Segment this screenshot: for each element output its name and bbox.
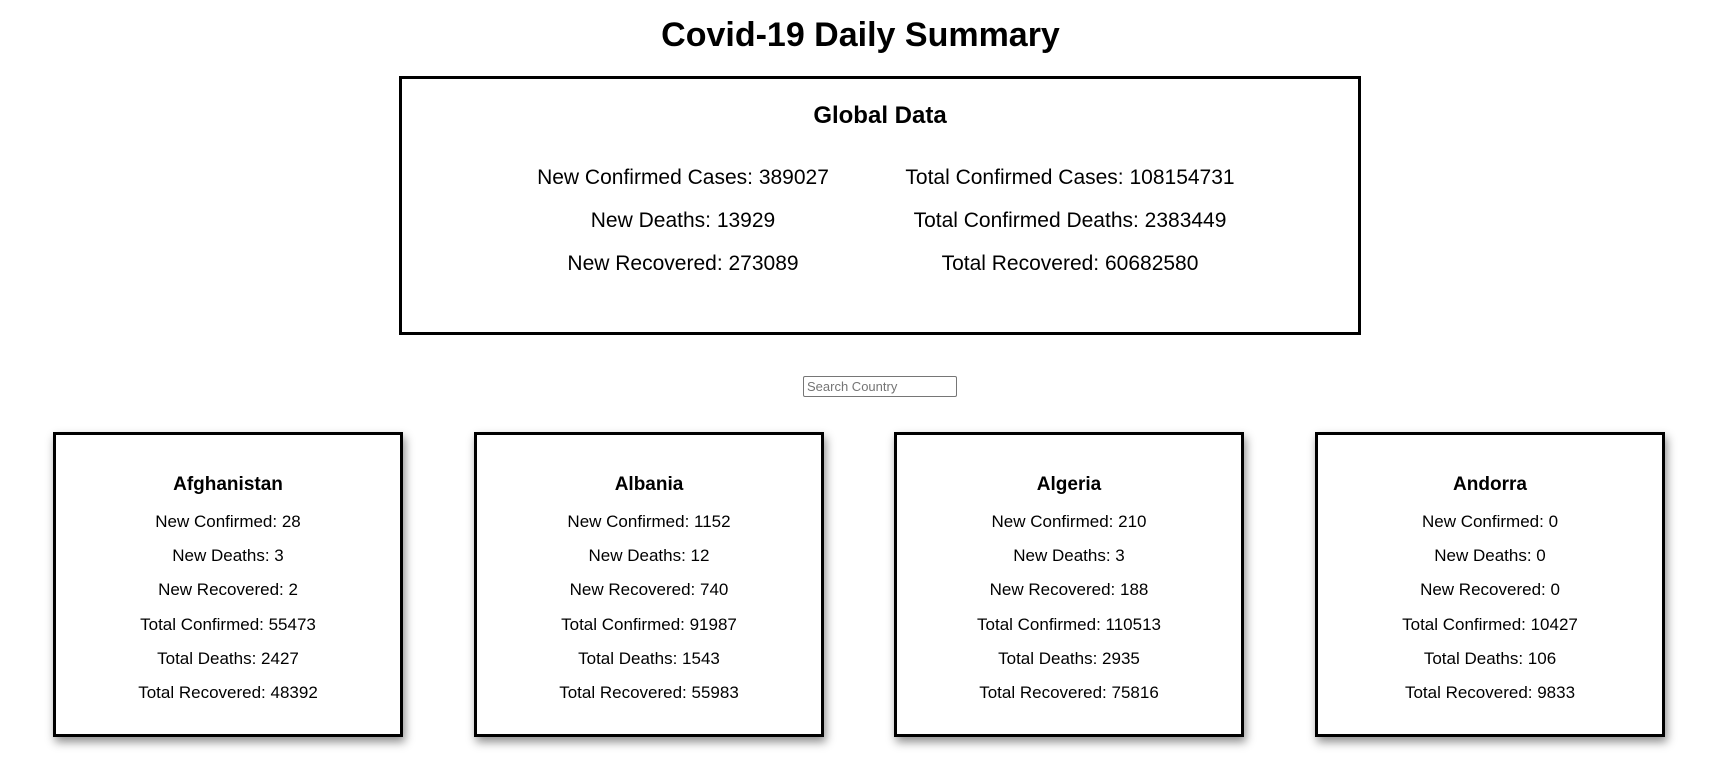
country-total-confirmed: Total Confirmed: 55473 [140, 614, 316, 634]
country-card-algeria [894, 432, 1244, 737]
global-new-confirmed: New Confirmed Cases: 389027 [537, 166, 829, 189]
country-stats [897, 512, 1241, 717]
country-card-albania [474, 432, 824, 737]
country-total-confirmed: Total Confirmed: 110513 [977, 614, 1161, 634]
country-name: Albania [614, 474, 684, 495]
country-new-recovered: New Recovered: 188 [989, 580, 1149, 600]
country-new-confirmed: New Confirmed: 28 [155, 512, 301, 531]
search-country-input[interactable] [803, 376, 957, 397]
global-total-recovered: Total Recovered: 60682580 [941, 252, 1199, 275]
country-new-recovered: New Recovered: 740 [569, 580, 729, 600]
country-total-recovered: Total Recovered: 9833 [1404, 682, 1576, 702]
country-total-recovered: Total Recovered: 48392 [138, 682, 318, 702]
global-total-confirmed: Total Confirmed Cases: 108154731 [905, 166, 1235, 189]
country-stats [1318, 512, 1662, 717]
country-stats [56, 512, 400, 717]
country-new-confirmed: New Confirmed: 1152 [567, 512, 731, 531]
country-total-deaths: Total Deaths: 2427 [157, 648, 299, 668]
global-new-deaths: New Deaths: 13929 [590, 209, 776, 232]
country-card-andorra [1315, 432, 1665, 737]
country-total-confirmed: Total Confirmed: 10427 [1402, 614, 1578, 634]
global-new-stats [483, 165, 883, 294]
country-name: Andorra [1453, 474, 1527, 495]
global-data-title: Global Data [813, 102, 947, 129]
country-card-afghanistan [53, 432, 403, 737]
country-name: Afghanistan [173, 474, 283, 495]
country-total-recovered: Total Recovered: 55983 [559, 682, 739, 702]
global-new-recovered: New Recovered: 273089 [567, 252, 799, 275]
global-data-panel [399, 76, 1361, 335]
global-total-deaths: Total Confirmed Deaths: 2383449 [913, 209, 1227, 232]
country-new-deaths: New Deaths: 0 [1434, 546, 1546, 566]
country-new-deaths: New Deaths: 12 [588, 546, 710, 566]
page-title: Covid-19 Daily Summary [661, 16, 1060, 54]
country-total-recovered: Total Recovered: 75816 [979, 682, 1159, 702]
country-stats [477, 512, 821, 717]
country-new-confirmed: New Confirmed: 210 [991, 512, 1147, 531]
country-name: Algeria [1036, 474, 1102, 495]
country-new-recovered: New Recovered: 2 [158, 580, 298, 600]
country-new-recovered: New Recovered: 0 [1420, 580, 1560, 600]
country-total-deaths: Total Deaths: 106 [1423, 648, 1557, 668]
country-total-deaths: Total Deaths: 1543 [578, 648, 720, 668]
country-new-confirmed: New Confirmed: 0 [1421, 512, 1559, 531]
country-total-confirmed: Total Confirmed: 91987 [561, 614, 737, 634]
country-new-deaths: New Deaths: 3 [1013, 546, 1125, 566]
country-new-deaths: New Deaths: 3 [172, 546, 284, 566]
global-total-stats [870, 165, 1270, 294]
country-total-deaths: Total Deaths: 2935 [998, 648, 1140, 668]
